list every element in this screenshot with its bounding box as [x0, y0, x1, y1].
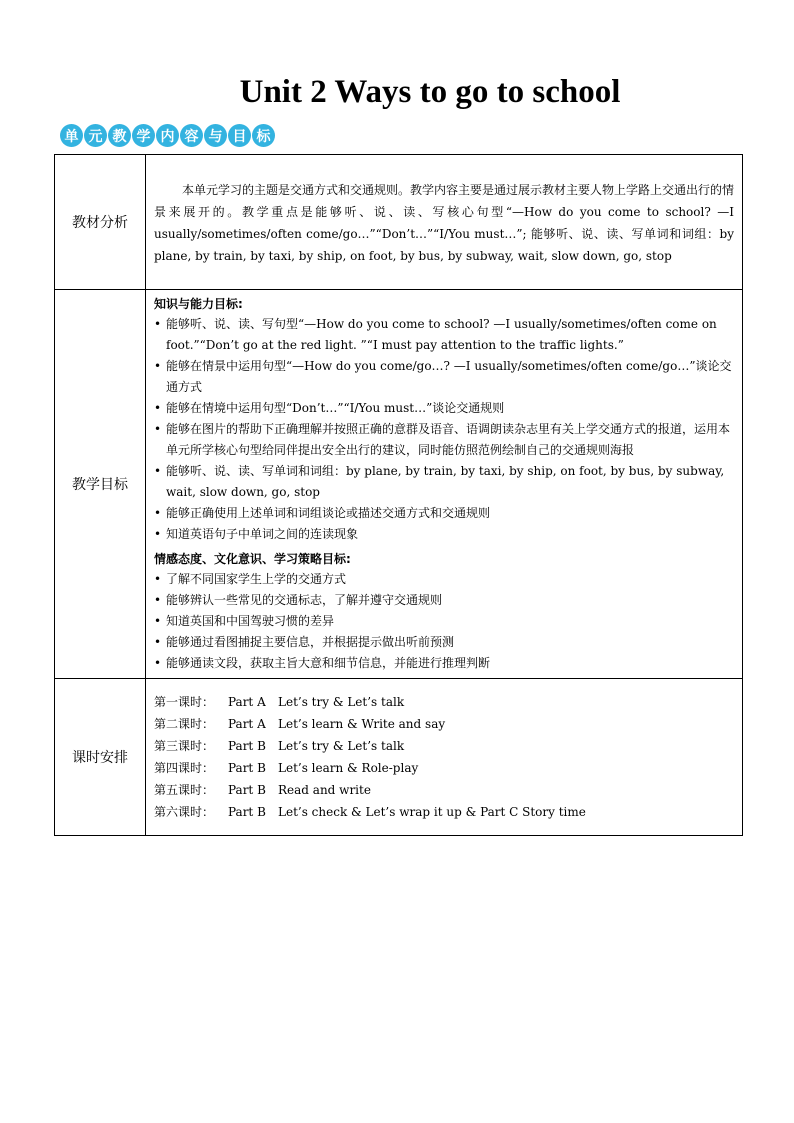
goals-label: 教学目标: [55, 290, 146, 679]
goal-item: [154, 632, 734, 653]
goals-heading-knowledge: 知识与能力目标:: [154, 297, 243, 311]
schedule-lesson: 第一课时：: [154, 695, 215, 709]
goals-cell: [146, 290, 743, 679]
bullet-icon: •: [154, 635, 162, 649]
bullet-icon: •: [154, 614, 162, 628]
schedule-part: Part B: [228, 761, 266, 775]
section-badge: [60, 124, 276, 147]
schedule-row: [55, 679, 743, 836]
goal-item: [154, 503, 734, 524]
bullet-icon: •: [154, 656, 162, 670]
schedule-content: Let’s learn & Write and say: [278, 717, 446, 731]
schedule-part: Part B: [228, 783, 266, 797]
goal-text: 知道英语句子中单词之间的连读现象: [166, 527, 359, 541]
goal-text: 能够在图片的帮助下正确理解并按照正确的意群及语音、语调朗读杂志里有关上学交通方式的报道，运用本单元所学核心句型给同伴提出安全出行的建议，同时能仿照范例绘制自己的交通规则海报: [166, 422, 731, 457]
goal-text: 能够听、说、读、写句型“—How do you come to school? —I usually/sometimes/often come on foot.”“Don’t go at the red light. ”“I must pay attention to the traffic lights.”: [166, 317, 717, 352]
schedule-part: Part B: [228, 739, 266, 753]
goal-item: [154, 461, 734, 503]
schedule-item: [154, 713, 734, 735]
analysis-row: [55, 155, 743, 290]
goals-heading-attitude: 情感态度、文化意识、学习策略目标:: [154, 552, 351, 566]
goals-list-knowledge: [154, 314, 734, 545]
bullet-icon: •: [154, 527, 162, 541]
section-badge-char: 与: [204, 124, 227, 147]
bullet-icon: •: [154, 593, 162, 607]
section-badge-char: 元: [84, 124, 107, 147]
goals-list-attitude: [154, 569, 734, 674]
bullet-icon: •: [154, 464, 162, 478]
goal-item: [154, 524, 734, 545]
goals-row: [55, 290, 743, 679]
section-badge-char: 单: [60, 124, 83, 147]
schedule-content: Let’s learn & Role-play: [278, 761, 419, 775]
goal-text: 了解不同国家学生上学的交通方式: [166, 572, 347, 586]
schedule-label: 课时安排: [55, 679, 146, 836]
section-badge-char: 标: [252, 124, 275, 147]
bullet-icon: •: [154, 572, 162, 586]
unit-plan-table: [54, 154, 743, 836]
schedule-part: Part B: [228, 805, 266, 819]
goal-item: [154, 398, 734, 419]
schedule-item: [154, 757, 734, 779]
bullet-icon: •: [154, 359, 162, 373]
schedule-list: [146, 679, 742, 835]
schedule-content: Let’s check & Let’s wrap it up & Part C Story time: [278, 805, 586, 819]
goal-text: 能够在情境中运用句型“Don’t…”“I/You must…”谈论交通规则: [166, 401, 505, 415]
section-badge-char: 容: [180, 124, 203, 147]
schedule-item: [154, 779, 734, 801]
section-badge-char: 学: [132, 124, 155, 147]
analysis-text: 本单元学习的主题是交通方式和交通规则。教学内容主要是通过展示教材主要人物上学路上交通出行的情景来展开的。教学重点是能够听、说、读、写核心句型“—How do you come to school? —I usually/sometimes/often come/go…”“Don’t…”“I/You must…”; 能够听、说、读、写单词和词组：by plane, by train, by taxi, by ship, on foot, by bus, by subway, wait, slow down, go, stop: [154, 183, 735, 263]
schedule-content: Let’s try & Let’s talk: [278, 739, 405, 753]
bullet-icon: •: [154, 422, 162, 436]
section-badge-char: 内: [156, 124, 179, 147]
goal-item: [154, 590, 734, 611]
page-title: Unit 2 Ways to go to school: [239, 74, 621, 110]
goal-text: 能够听、说、读、写单词和词组：by plane, by train, by taxi, by ship, on foot, by bus, by subway, wait, slow down, go, stop: [166, 464, 725, 499]
bullet-icon: •: [154, 317, 162, 331]
goal-text: 能够正确使用上述单词和词组谈论或描述交通方式和交通规则: [166, 506, 491, 520]
analysis-cell: [146, 155, 743, 290]
schedule-item: [154, 691, 734, 713]
schedule-item: [154, 801, 734, 823]
schedule-content: Read and write: [278, 783, 371, 797]
goal-text: 知道英国和中国驾驶习惯的差异: [166, 614, 335, 628]
goal-text: 能够通过看图捕捉主要信息，并根据提示做出听前预测: [166, 635, 455, 649]
analysis-label: 教材分析: [55, 155, 146, 290]
schedule-lesson: 第二课时：: [154, 717, 215, 731]
schedule-lesson: 第五课时：: [154, 783, 215, 797]
goal-text: 能够通读文段，获取主旨大意和细节信息，并能进行推理判断: [166, 656, 491, 670]
schedule-lesson: 第四课时：: [154, 761, 215, 775]
goal-item: [154, 356, 734, 398]
schedule-part: Part A: [228, 695, 266, 709]
goal-item: [154, 611, 734, 632]
schedule-cell: [146, 679, 743, 836]
schedule-lesson: 第三课时：: [154, 739, 215, 753]
goal-text: 能够在情景中运用句型“—How do you come/go…? —I usually/sometimes/often come/go…”谈论交通方式: [166, 359, 732, 394]
schedule-content: Let’s try & Let’s talk: [278, 695, 405, 709]
bullet-icon: •: [154, 401, 162, 415]
schedule-lesson: 第六课时：: [154, 805, 215, 819]
goal-item: [154, 419, 734, 461]
schedule-part: Part A: [228, 717, 266, 731]
bullet-icon: •: [154, 506, 162, 520]
goal-item: [154, 314, 734, 356]
goal-text: 能够辨认一些常见的交通标志，了解并遵守交通规则: [166, 593, 443, 607]
section-badge-char: 教: [108, 124, 131, 147]
goal-item: [154, 653, 734, 674]
section-badge-char: 目: [228, 124, 251, 147]
goal-item: [154, 569, 734, 590]
schedule-item: [154, 735, 734, 757]
